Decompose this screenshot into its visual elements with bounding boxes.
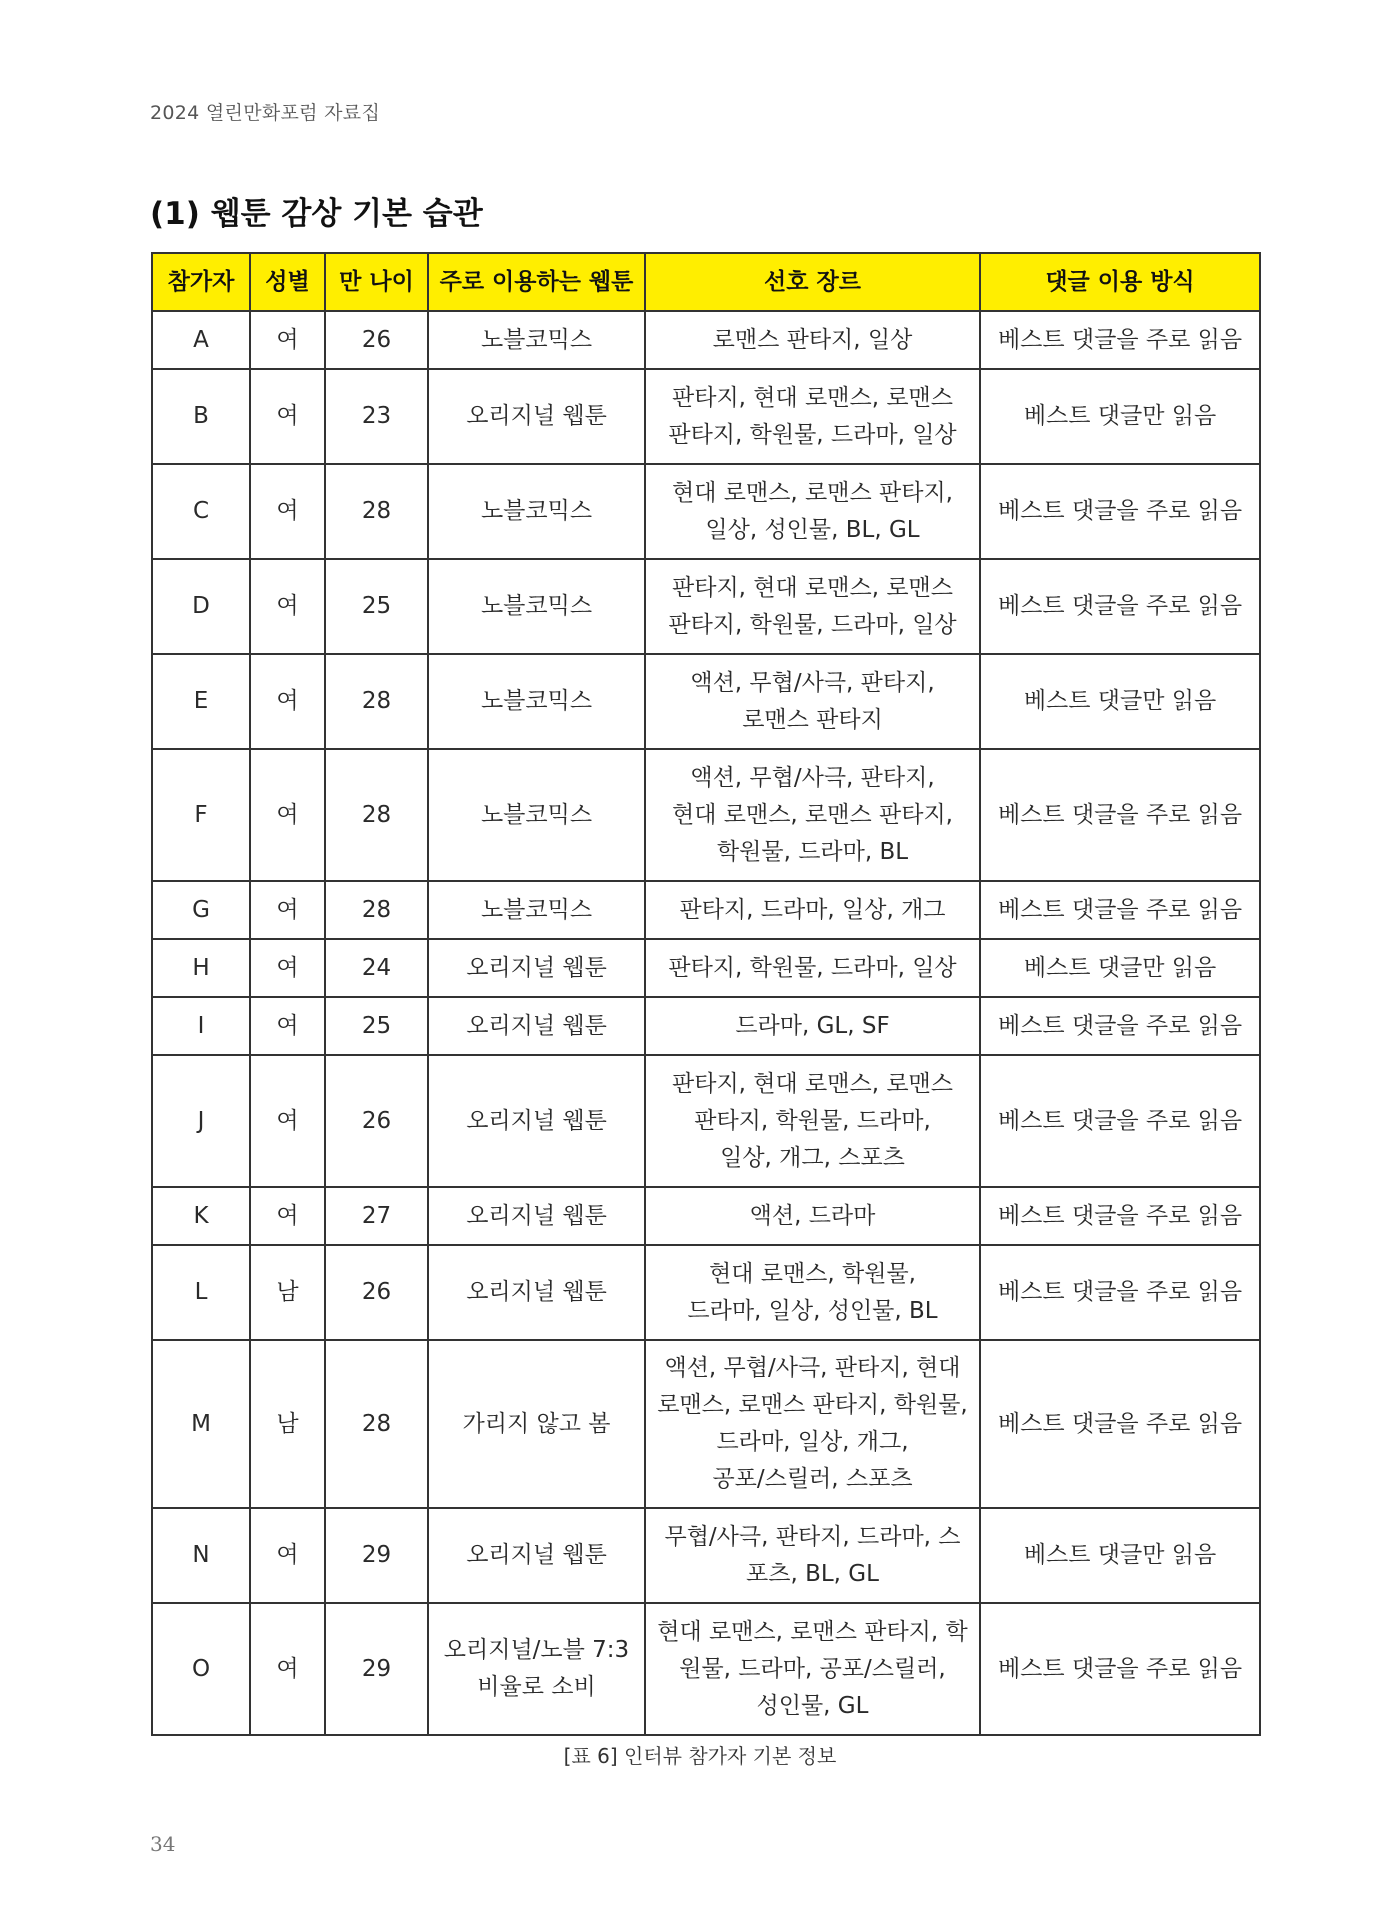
cell-participant: C <box>152 464 250 559</box>
cell-comment-style: 베스트 댓글만 읽음 <box>980 654 1260 749</box>
cell-platform <box>428 997 645 1055</box>
table-row <box>152 1340 1260 1508</box>
cell-age: 26 <box>325 311 428 369</box>
table-row <box>152 749 1260 881</box>
table-row <box>152 654 1260 749</box>
cell-genres <box>645 654 980 749</box>
table-row <box>152 311 1260 369</box>
cell-comment-style: 베스트 댓글만 읽음 <box>980 939 1260 997</box>
cell-age: 28 <box>325 749 428 881</box>
cell-line: 노블코믹스 <box>480 896 593 923</box>
cell-line: 일상, 성인물, BL, GL <box>705 516 920 543</box>
cell-line: 드라마, 일상, 개그, <box>716 1429 909 1455</box>
cell-comment-style: 베스트 댓글을 주로 읽음 <box>980 881 1260 939</box>
cell-gender: 여 <box>250 997 325 1055</box>
cell-line: 오리지널 웹툰 <box>466 1279 607 1305</box>
cell-genres <box>645 311 980 369</box>
cell-line: 오리지널 웹툰 <box>466 1012 607 1039</box>
cell-gender: 여 <box>250 311 325 369</box>
table-row <box>152 1187 1260 1245</box>
cell-line: 판타지, 학원물, 드라마, 일상 <box>668 611 957 638</box>
cell-genres <box>645 559 980 654</box>
participant-info-table <box>151 252 1261 1736</box>
cell-genres <box>645 464 980 559</box>
cell-comment-style: 베스트 댓글을 주로 읽음 <box>980 464 1260 559</box>
cell-platform <box>428 311 645 369</box>
cell-line: 오리지널 웹툰 <box>466 1542 607 1568</box>
cell-age: 28 <box>325 464 428 559</box>
cell-line: 드라마, GL, SF <box>735 1012 890 1039</box>
cell-genres <box>645 749 980 881</box>
table-caption: [표 6] 인터뷰 참가자 기본 정보 <box>563 1744 837 1768</box>
cell-platform <box>428 1245 645 1340</box>
cell-comment-style: 베스트 댓글을 주로 읽음 <box>980 1055 1260 1187</box>
cell-line: 오리지널/노블 7:3 <box>443 1637 630 1663</box>
cell-genres <box>645 939 980 997</box>
cell-genres <box>645 1187 980 1245</box>
table-row <box>152 939 1260 997</box>
cell-gender: 남 <box>250 1245 325 1340</box>
table-row <box>152 1508 1260 1603</box>
cell-line: 로맨스 판타지, 일상 <box>712 326 913 353</box>
cell-participant: B <box>152 369 250 464</box>
cell-line: 비율로 소비 <box>477 1674 596 1700</box>
cell-age: 29 <box>325 1603 428 1735</box>
cell-gender: 여 <box>250 1187 325 1245</box>
table-row <box>152 997 1260 1055</box>
cell-line: 판타지, 현대 로맨스, 로맨스 <box>672 1070 953 1097</box>
cell-line: 오리지널 웹툰 <box>466 954 607 981</box>
table-row <box>152 1603 1260 1735</box>
cell-line: 포츠, BL, GL <box>746 1560 879 1587</box>
cell-line: 노블코믹스 <box>480 688 593 714</box>
cell-line: 일상, 개그, 스포츠 <box>720 1144 905 1171</box>
cell-platform <box>428 939 645 997</box>
cell-platform <box>428 749 645 881</box>
cell-platform <box>428 1508 645 1603</box>
running-head: 2024 열린만화포럼 자료집 <box>150 102 381 124</box>
cell-participant: L <box>152 1245 250 1340</box>
cell-participant: M <box>152 1340 250 1508</box>
cell-age: 26 <box>325 1245 428 1340</box>
cell-gender: 여 <box>250 654 325 749</box>
cell-genres <box>645 369 980 464</box>
cell-line: 원물, 드라마, 공포/스릴러, <box>679 1655 946 1682</box>
cell-age: 25 <box>325 997 428 1055</box>
header-platform: 주로 이용하는 웹툰 <box>428 253 645 311</box>
cell-line: 노블코믹스 <box>480 801 593 828</box>
cell-participant: J <box>152 1055 250 1187</box>
cell-gender: 여 <box>250 939 325 997</box>
section-title: (1) 웹툰 감상 기본 습관 <box>150 196 483 232</box>
cell-line: 판타지, 현대 로맨스, 로맨스 <box>672 384 953 411</box>
cell-gender: 여 <box>250 369 325 464</box>
cell-age: 29 <box>325 1508 428 1603</box>
cell-line: 오리지널 웹툰 <box>466 1202 607 1229</box>
cell-genres <box>645 1245 980 1340</box>
cell-age: 25 <box>325 559 428 654</box>
cell-line: 액션, 무협/사극, 판타지, <box>690 669 935 696</box>
cell-genres <box>645 997 980 1055</box>
cell-platform <box>428 369 645 464</box>
cell-age: 28 <box>325 1340 428 1508</box>
cell-line: 무협/사극, 판타지, 드라마, 스 <box>664 1523 961 1550</box>
cell-participant: H <box>152 939 250 997</box>
cell-line: 판타지, 현대 로맨스, 로맨스 <box>672 574 953 601</box>
cell-age: 28 <box>325 881 428 939</box>
cell-gender: 여 <box>250 559 325 654</box>
cell-participant: K <box>152 1187 250 1245</box>
table-row <box>152 369 1260 464</box>
cell-line: 공포/스릴러, 스포츠 <box>712 1466 913 1492</box>
cell-platform <box>428 1055 645 1187</box>
cell-platform <box>428 464 645 559</box>
cell-line: 학원물, 드라마, BL <box>716 838 909 865</box>
cell-line: 로맨스, 로맨스 판타지, 학원물, <box>657 1392 968 1418</box>
cell-line: 오리지널 웹툰 <box>466 1107 607 1134</box>
cell-gender: 여 <box>250 1508 325 1603</box>
table-row <box>152 881 1260 939</box>
cell-age: 28 <box>325 654 428 749</box>
cell-comment-style: 베스트 댓글을 주로 읽음 <box>980 997 1260 1055</box>
cell-line: 로맨스 판타지 <box>742 706 883 733</box>
cell-participant: O <box>152 1603 250 1735</box>
cell-platform <box>428 559 645 654</box>
cell-line: 노블코믹스 <box>480 326 593 353</box>
cell-line: 액션, 무협/사극, 판타지, 현대 <box>664 1355 961 1381</box>
cell-age: 24 <box>325 939 428 997</box>
cell-genres <box>645 1055 980 1187</box>
cell-line: 현대 로맨스, 로맨스 판타지, <box>672 801 953 828</box>
cell-platform <box>428 1340 645 1508</box>
cell-line: 판타지, 드라마, 일상, 개그 <box>679 896 946 923</box>
cell-line: 가리지 않고 봄 <box>462 1410 611 1437</box>
cell-line: 액션, 무협/사극, 판타지, <box>690 764 935 791</box>
cell-platform <box>428 1603 645 1735</box>
cell-line: 노블코믹스 <box>480 593 593 619</box>
cell-platform <box>428 654 645 749</box>
header-comment-style: 댓글 이용 방식 <box>980 253 1260 311</box>
cell-gender: 여 <box>250 881 325 939</box>
cell-line: 성인물, GL <box>756 1692 869 1719</box>
cell-gender: 여 <box>250 464 325 559</box>
cell-line: 판타지, 학원물, 드라마, 일상 <box>668 954 957 981</box>
cell-participant: E <box>152 654 250 749</box>
cell-gender: 여 <box>250 1055 325 1187</box>
cell-platform <box>428 881 645 939</box>
cell-genres <box>645 1340 980 1508</box>
cell-comment-style: 베스트 댓글을 주로 읽음 <box>980 749 1260 881</box>
cell-line: 노블코믹스 <box>480 498 593 524</box>
header-participant: 참가자 <box>152 253 250 311</box>
cell-comment-style: 베스트 댓글을 주로 읽음 <box>980 559 1260 654</box>
header-genres: 선호 장르 <box>645 253 980 311</box>
cell-comment-style: 베스트 댓글을 주로 읽음 <box>980 1245 1260 1340</box>
cell-comment-style: 베스트 댓글을 주로 읽음 <box>980 1603 1260 1735</box>
cell-participant: N <box>152 1508 250 1603</box>
cell-comment-style: 베스트 댓글을 주로 읽음 <box>980 311 1260 369</box>
table-row <box>152 1245 1260 1340</box>
cell-participant: D <box>152 559 250 654</box>
cell-line: 현대 로맨스, 로맨스 판타지, 학 <box>657 1618 968 1645</box>
cell-line: 액션, 드라마 <box>749 1202 876 1229</box>
table-row <box>152 559 1260 654</box>
cell-comment-style: 베스트 댓글을 주로 읽음 <box>980 1187 1260 1245</box>
cell-line: 판타지, 학원물, 드라마, 일상 <box>668 421 957 448</box>
cell-line: 현대 로맨스, 로맨스 판타지, <box>672 479 953 506</box>
cell-line: 현대 로맨스, 학원물, <box>709 1260 916 1287</box>
cell-gender: 여 <box>250 1603 325 1735</box>
cell-participant: G <box>152 881 250 939</box>
cell-comment-style: 베스트 댓글을 주로 읽음 <box>980 1340 1260 1508</box>
cell-genres <box>645 1508 980 1603</box>
cell-platform <box>428 1187 645 1245</box>
cell-line: 오리지널 웹툰 <box>466 403 607 429</box>
page-number: 34 <box>150 1832 176 1856</box>
cell-age: 27 <box>325 1187 428 1245</box>
table-header-row <box>152 253 1260 311</box>
cell-participant: F <box>152 749 250 881</box>
table-row <box>152 464 1260 559</box>
cell-genres <box>645 881 980 939</box>
table-body <box>152 311 1260 1735</box>
cell-line: 드라마, 일상, 성인물, BL <box>687 1297 938 1324</box>
header-age: 만 나이 <box>325 253 428 311</box>
cell-genres <box>645 1603 980 1735</box>
cell-comment-style: 베스트 댓글만 읽음 <box>980 1508 1260 1603</box>
cell-participant: A <box>152 311 250 369</box>
cell-gender: 남 <box>250 1340 325 1508</box>
cell-gender: 여 <box>250 749 325 881</box>
cell-age: 23 <box>325 369 428 464</box>
cell-age: 26 <box>325 1055 428 1187</box>
cell-comment-style: 베스트 댓글만 읽음 <box>980 369 1260 464</box>
header-gender: 성별 <box>250 253 325 311</box>
cell-line: 판타지, 학원물, 드라마, <box>694 1107 931 1134</box>
table-row <box>152 1055 1260 1187</box>
cell-participant: I <box>152 997 250 1055</box>
